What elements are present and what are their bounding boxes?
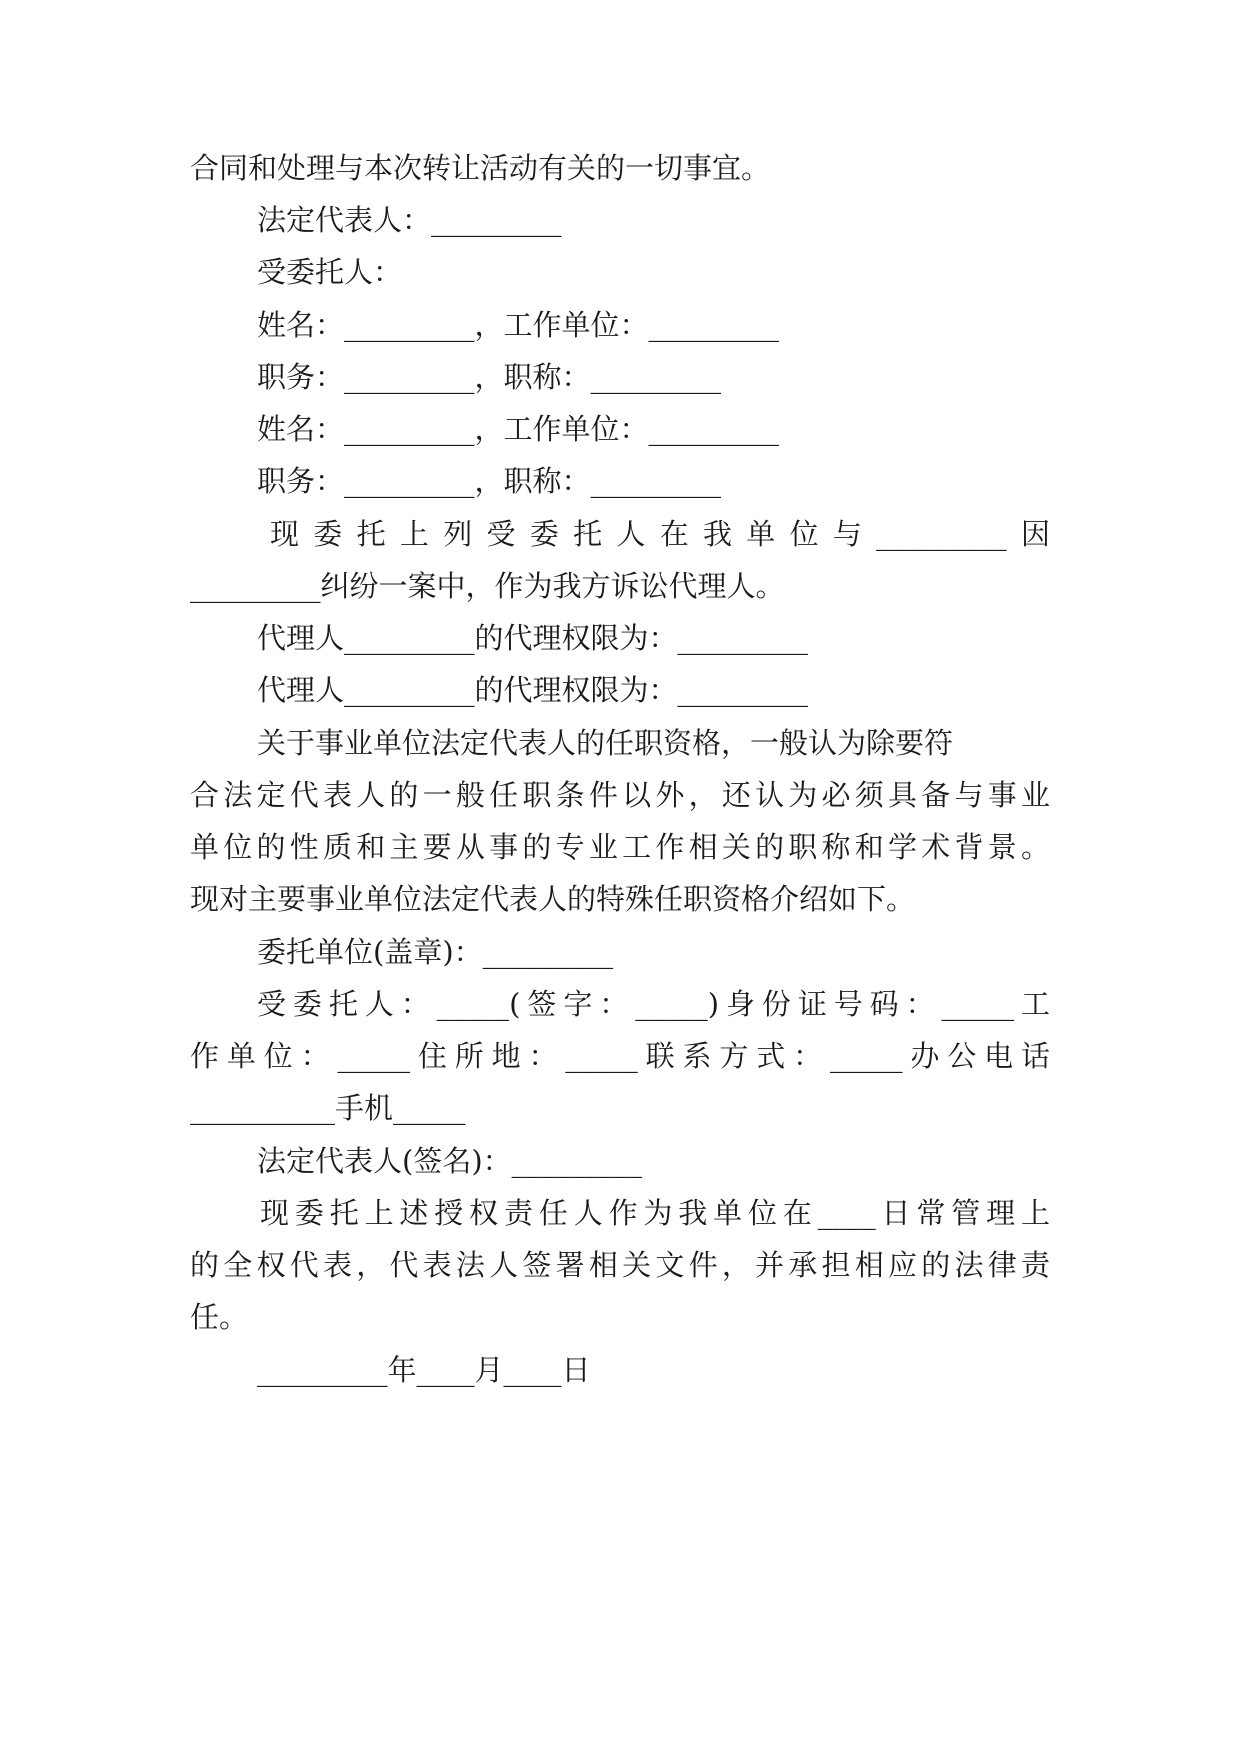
text-line: 现委托上列受委托人在我单位与_________因: [270, 517, 1050, 551]
text-line: 职务：_________，职称：_________: [257, 360, 722, 394]
text-line: 现委托上述授权责任人作为我单位在____日常管理上: [260, 1196, 1050, 1230]
text-line: _________纠纷一案中，作为我方诉讼代理人。: [190, 569, 785, 603]
text-line: 受委托人：_____(签字：_____)身份证号码：_____工: [257, 987, 1050, 1021]
text-line: 任。: [190, 1300, 249, 1334]
text-line: _________年____月____日: [257, 1353, 591, 1387]
text-line: 法定代表人(签名)：_________: [257, 1144, 643, 1178]
text-line: 单位的性质和主要从事的专业工作相关的职称和学术背景。: [190, 830, 1050, 864]
text-line: 作单位：_____住所地：_____联系方式：_____办公电话: [190, 1039, 1050, 1073]
text-line: 委托单位(盖章)：_________: [257, 935, 614, 969]
text-line: __________手机_____: [190, 1091, 466, 1125]
text-line: 法定代表人：_________: [257, 203, 562, 237]
text-line: 姓名：_________，工作单位：_________: [257, 308, 780, 342]
text-line: 现对主要事业单位法定代表人的特殊任职资格介绍如下。: [190, 882, 916, 916]
text-line: 合同和处理与本次转让活动有关的一切事宜。: [190, 151, 771, 185]
text-line: 职务：_________，职称：_________: [257, 464, 722, 498]
text-line: 代理人_________的代理权限为：_________: [257, 621, 809, 655]
text-line: 关于事业单位法定代表人的任职资格，一般认为除要符: [257, 726, 954, 760]
text-line: 代理人_________的代理权限为：_________: [257, 673, 809, 707]
text-line: 的全权代表，代表法人签署相关文件，并承担相应的法律责: [190, 1248, 1050, 1282]
text-line: 合法定代表人的一般任职条件以外，还认为必须具备与事业: [190, 778, 1050, 812]
text-line: 受委托人：: [257, 255, 403, 289]
text-line: 姓名：_________，工作单位：_________: [257, 412, 780, 446]
